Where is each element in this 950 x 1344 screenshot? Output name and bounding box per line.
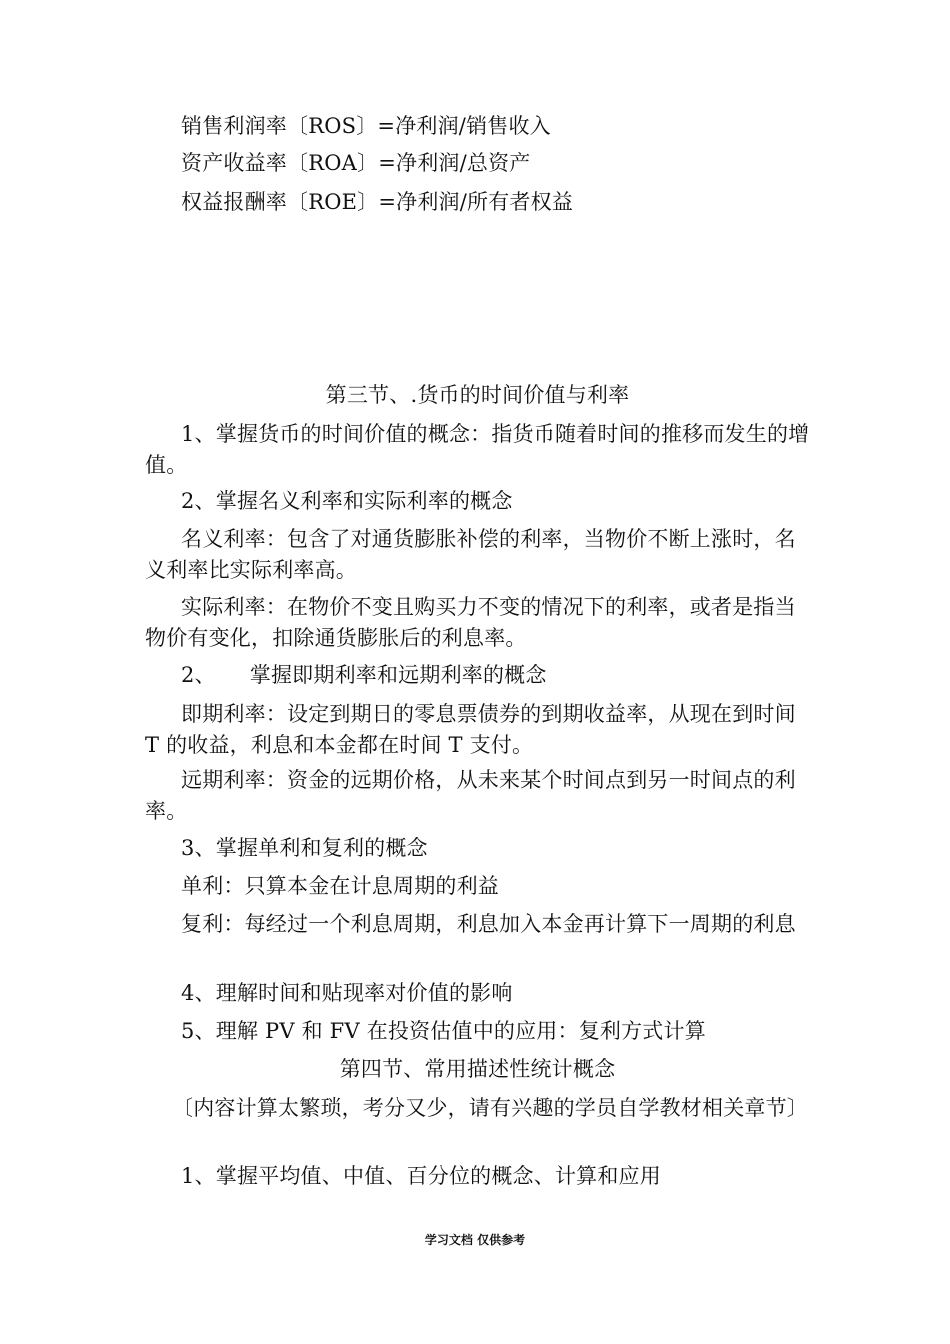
formula-roa: 资产收益率〔ROA〕=净利润/总资产 xyxy=(181,151,531,175)
nominal-rate-definition: 名义利率：包含了对通货膨胀补偿的利率，当物价不断上涨时，名义利率比实际利率高。 xyxy=(145,527,796,582)
section4-note: 〔内容计算太繁琐，考分又少，请有兴趣的学员自学教材相关章节〕 xyxy=(172,1096,808,1120)
formula-roe: 权益报酬率〔ROE〕=净利润/所有者权益 xyxy=(181,190,574,214)
section3-item3: 3、掌握单利和复利的概念 xyxy=(181,836,428,860)
section4-item1: 1、掌握平均值、中值、百分位的概念、计算和应用 xyxy=(181,1164,661,1188)
section3-title: 第三节、.货币的时间价值与利率 xyxy=(325,383,630,407)
section3-item1: 1、掌握货币的时间价值的概念：指货币随着时间的推移而发生的增值。 xyxy=(145,422,810,477)
section3-item4: 4、理解时间和贴现率对价值的影响 xyxy=(181,981,513,1005)
page-footer: 学习文档 仅供参考 xyxy=(424,1233,526,1247)
section4-title: 第四节、常用描述性统计概念 xyxy=(339,1057,616,1081)
formula-ros: 销售利润率〔ROS〕=净利润/销售收入 xyxy=(181,114,551,138)
simple-interest-definition: 单利：只算本金在计息周期的利益 xyxy=(181,874,499,898)
section3-item2: 2、掌握名义利率和实际利率的概念 xyxy=(181,489,513,513)
spot-rate-definition: 即期利率：设定到期日的零息票债券的到期收益率，从现在到时间 T 的收益，利息和本金都在时间 T 支付。 xyxy=(145,702,796,757)
section3-item5: 5、理解 PV 和 FV 在投资估值中的应用：复利方式计算 xyxy=(181,1019,706,1043)
forward-rate-definition: 远期利率：资金的远期价格，从未来某个时间点到另一时间点的利率。 xyxy=(145,768,796,823)
section3-item2b xyxy=(181,660,810,690)
compound-interest-definition: 复利：每经过一个利息周期，利息加入本金再计算下一周期的利息 xyxy=(181,912,796,936)
item-number: 2、 xyxy=(181,663,216,687)
real-rate-definition: 实际利率：在物价不变且购买力不变的情况下的利率，或者是指当物价有变化，扣除通货膨胀后的利息率。 xyxy=(145,595,796,650)
item-text: 掌握即期利率和远期利率的概念 xyxy=(249,663,547,687)
